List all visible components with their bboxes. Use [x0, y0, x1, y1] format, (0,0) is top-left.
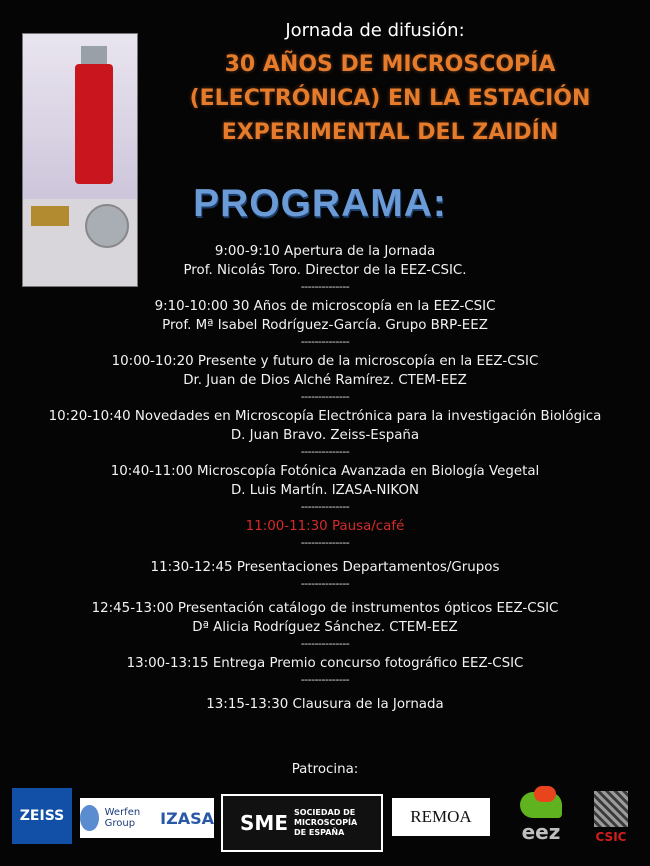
- event-title: 30 AÑOS DE MICROSCOPÍA (ELECTRÓNICA) EN LA ESTACIÓN EXPERIMENTAL DEL ZAIDÍN: [189, 52, 591, 145]
- separator: --------------: [300, 536, 350, 549]
- separator: --------------: [300, 390, 350, 403]
- eez-logo: eez: [511, 790, 571, 846]
- separator: --------------: [300, 673, 350, 686]
- separator: --------------: [300, 445, 350, 458]
- schedule-item: 10:40-11:00 Microscopía Fotónica Avanzada en Biología Vegetal D. Luis Martín. IZASA-NIKON: [110, 464, 540, 498]
- schedule-item: 13:15-13:30 Clausura de la Jornada: [206, 697, 444, 712]
- schedule-item: 12:45-13:00 Presentación catálogo de instrumentos ópticos EEZ-CSIC Dª Alicia Rodríguez Sánchez. CTEM-EEZ: [91, 601, 559, 635]
- schedule-item: 11:30-12:45 Presentaciones Departamentos/Grupos: [150, 560, 500, 575]
- program-heading: PROGRAMA:: [193, 182, 447, 225]
- schedule-item: 10:00-10:20 Presente y futuro de la microscopía en la EEZ-CSIC Dr. Juan de Dios Alché Ramírez. CTEM-EEZ: [111, 354, 539, 388]
- event-subtitle: Jornada de difusión:: [285, 20, 465, 41]
- separator: --------------: [300, 500, 350, 513]
- schedule-item: 13:00-13:15 Entrega Premio concurso fotográfico EEZ-CSIC: [126, 656, 524, 671]
- sponsors-label: Patrocina:: [291, 762, 359, 777]
- schedule-item: 9:10-10:00 30 Años de microscopía en la EEZ-CSIC Prof. Mª Isabel Rodríguez-García. Grupo BRP-EEZ: [154, 299, 496, 333]
- izasa-logo: Werfen Group IZASA: [80, 798, 214, 838]
- separator: --------------: [300, 577, 350, 590]
- schedule: [0, 242, 650, 714]
- separator: --------------: [300, 280, 350, 293]
- remoa-logo: REMOA: [392, 798, 490, 836]
- zeiss-logo: ZEISS: [12, 788, 72, 844]
- schedule-item-break: 11:00-11:30 Pausa/café: [245, 519, 405, 534]
- sme-logo: SME SOCIEDAD DE MICROSCOPÍA DE ESPAÑA: [221, 794, 383, 852]
- schedule-item: 10:20-10:40 Novedades en Microscopía Electrónica para la investigación Biológica D. Juan Bravo. Zeiss-España: [48, 409, 602, 443]
- csic-logo: CSIC: [588, 786, 634, 848]
- separator: --------------: [300, 637, 350, 650]
- separator: --------------: [300, 335, 350, 348]
- schedule-item: 9:00-9:10 Apertura de la Jornada Prof. Nicolás Toro. Director de la EEZ-CSIC.: [183, 244, 467, 278]
